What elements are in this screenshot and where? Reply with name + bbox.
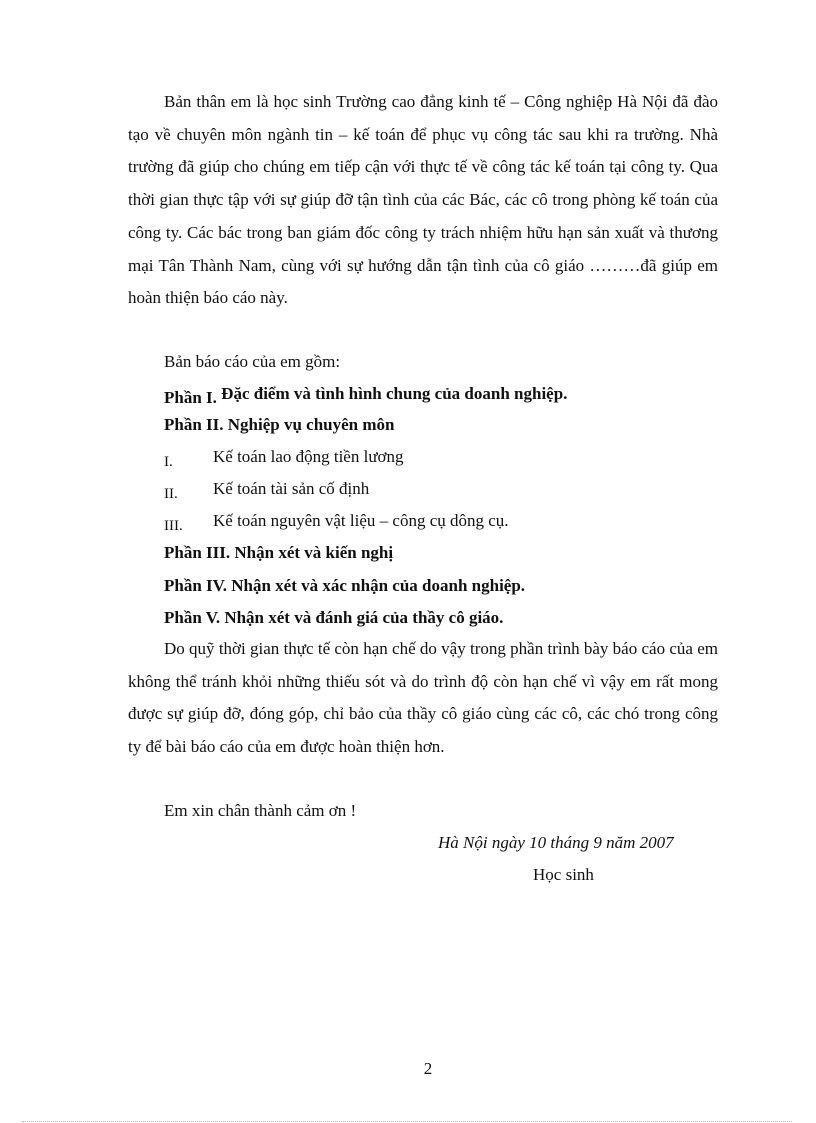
thanks-line: Em xin chân thành cảm ơn ! [164, 801, 357, 820]
subitem-text: Kế toán nguyên vật liệu – công cụ dông cụ. [213, 511, 509, 530]
subitem-numeral: II. [164, 486, 178, 502]
report-contents-intro: Bản báo cáo của em gồm: [164, 352, 341, 371]
intro-paragraph: Bản thân em là học sinh Trường cao đẳng kinh tế – Công nghiệp Hà Nội đã đào tạo về chuyên môn ngành tin – kế toán để phục vụ công tác sau khi ra trường. Nhà trường đã giúp cho chúng em tiếp cận với thực tế về công tác kế toán tại công ty. Qua thời gian thực tập với sự giúp đỡ tận tình của các Bác, các cô trong phòng kế toán của công ty. Các bác trong ban giám đốc công ty trách nhiệm hữu hạn sản xuất và thương mại Tân Thành Nam, cùng với sự hướng dẫn tận tình của cô giáo ………đã giúp em hoàn thiện báo cáo này. [128, 92, 718, 308]
subitem-numeral: I. [164, 454, 173, 470]
page-number: 2 [423, 1059, 433, 1078]
part-2-heading: Phần II. Nghiệp vụ chuyên môn [164, 415, 395, 434]
footer-divider [22, 1121, 792, 1122]
subitem-text: Kế toán tài sản cố định [213, 479, 370, 498]
part-4-heading: Phần IV. Nhận xét và xác nhận của doanh nghiệp. [164, 576, 526, 595]
part-1-heading [164, 383, 567, 405]
subitem-numeral: III. [164, 518, 183, 534]
part-3-heading: Phần III. Nhận xét và kiến nghị [164, 543, 394, 562]
subitem-text: Kế toán lao động tiền lương [213, 447, 404, 466]
signer-title: Học sinh [533, 865, 594, 884]
date-line: Hà Nội ngày 10 tháng 9 năm 2007 [438, 833, 674, 852]
closing-paragraph: Do quỹ thời gian thực tế còn hạn chế do vậy trong phần trình bày báo cáo của em không thể tránh khỏi những thiếu sót và do trình độ còn hạn chế vì vậy em rất mong được sự giúp đỡ, đóng góp, chỉ bảo của thầy cô giáo cùng các cô, các chó trong công ty để bài báo cáo của em được hoàn thiện hơn. [128, 639, 718, 757]
part-5-heading: Phần V. Nhận xét và đánh giá của thầy cô giáo. [164, 608, 504, 627]
part-1-label: Phần I. [164, 388, 217, 407]
part-1-title: Đặc điểm và tình hình chung của doanh nghiệp. [221, 384, 568, 403]
